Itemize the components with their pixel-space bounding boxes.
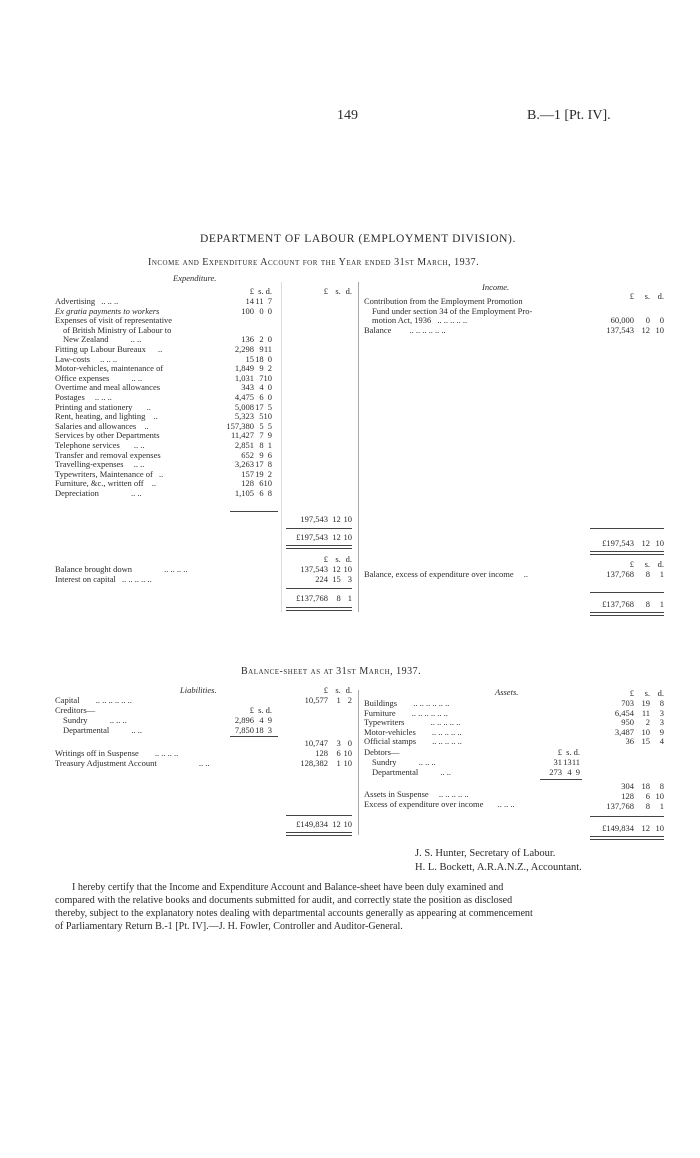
capital-amount: 10,577 1 2: [304, 695, 352, 705]
expenditure-label: Ex gratia payments to workers: [55, 305, 160, 316]
bf-amount: 224 15 3: [315, 573, 352, 584]
expenditure-label: Typewriters, Maintenance of ..: [55, 468, 164, 479]
creditors-lsd-header: £ s. d.: [249, 705, 272, 715]
debtors-total: 304 18 8: [621, 781, 664, 791]
expenditure-amount: 11,427 7 9: [230, 430, 272, 441]
treasury-label: Treasury Adjustment Account .. ..: [55, 758, 210, 768]
expenditure-label: Law-costs .. .. ..: [55, 353, 118, 364]
bf-label: Interest on capital .. .. .. .. ..: [55, 573, 152, 584]
expenditure-amount: 2,851 8 1: [234, 439, 272, 450]
income-heading: Income.: [482, 282, 510, 292]
bf-amount: 137,543 12 10: [300, 564, 352, 574]
expenditure-label: Services by other Departments: [55, 430, 160, 441]
bf-label: Balance brought down .. .. .. ..: [55, 564, 188, 574]
expenditure-label: of British Ministry of Labour to: [63, 324, 172, 335]
exp-subtotal-rule: [230, 511, 278, 512]
expenditure-label: Telephone services .. ..: [55, 439, 145, 450]
expenditure-label: Rent, heating, and lighting ..: [55, 411, 158, 422]
income-amount: [592, 297, 664, 307]
expenditure-label: Furniture, &c., written off ..: [55, 478, 156, 489]
assets-labels: [364, 699, 594, 747]
assets-suspense-label: Assets in Suspense .. .. .. .. ..: [364, 789, 469, 799]
debtors-lsd-header: £ s. d.: [557, 747, 580, 757]
asset-label: Motor-vehicles .. .. .. .. ..: [364, 726, 462, 737]
excess-label: Balance, excess of expenditure over income ..: [364, 569, 529, 579]
exp-total-double-rule: [286, 545, 352, 549]
asset-label: Buildings .. .. .. .. .. ..: [364, 698, 450, 708]
expenditure-label: Postages .. .. ..: [55, 391, 112, 402]
creditor-amount: 2,896 4 9: [234, 715, 272, 725]
debtor-label: Sundry .. .. ..: [372, 757, 436, 767]
creditors-amounts: [214, 716, 272, 735]
expenditure-label: Motor-vehicles, maintenance of: [55, 363, 164, 374]
signature-secretary: J. S. Hunter, Secretary of Labour.: [415, 848, 556, 859]
asset-label: Typewriters .. .. .. .. ..: [364, 717, 461, 728]
debtors-label: Debtors—: [364, 747, 400, 757]
expenditure-amount: 15 18 0: [245, 353, 272, 364]
creditor-amount: 7,850 18 3: [234, 724, 272, 735]
expenditure-label: Overtime and meal allowances: [55, 382, 161, 393]
expenditure-amount: 1,849 9 2: [234, 363, 272, 374]
expenditure-amount: 136 2 0: [241, 334, 272, 345]
expenditure-label: Office expenses .. ..: [55, 372, 143, 383]
page-number: 149: [337, 108, 358, 123]
income-amount: 60,000 0 0: [610, 315, 664, 326]
expenditure-amount: 343 4 0: [241, 382, 272, 393]
income-label: Contribution from the Employment Promotion: [364, 296, 523, 306]
expenditure-amount: 100 0 0: [241, 305, 272, 316]
assets-total-double-rule: [590, 836, 664, 840]
exp-total-top-rule: [286, 528, 352, 529]
exp-subtotal: 197,543 12 10: [300, 514, 352, 524]
bf-total-top-rule: [286, 588, 352, 589]
exp-lsd-header: £ s. d.: [249, 286, 272, 296]
expenditure-label: Fitting up Labour Bureaux ..: [55, 343, 163, 354]
debtor-label: Departmental .. ..: [372, 766, 452, 777]
expenditure-amount: 128 6 10: [241, 478, 272, 489]
treasury-amount: 128,382 1 10: [300, 758, 352, 768]
expenditure-amount: 1,031 7 10: [234, 372, 272, 383]
expenditure-amount: 5,323 5 10: [234, 411, 272, 422]
income-label: Fund under section 34 of the Employment Pro-: [372, 305, 533, 316]
ie-exp-col-divider: [281, 282, 282, 612]
creditors-total: 10,747 3 0: [304, 738, 352, 748]
expenditure-amount: 157 19 2: [241, 468, 272, 479]
expenditure-label: New Zealand .. ..: [63, 334, 142, 345]
expenditure-label: Travelling-expenses .. ..: [55, 459, 145, 470]
balance-sheet-heading: Balance-sheet as at 31st March, 1937.: [241, 666, 422, 677]
liabilities-total: £149,834 12 10: [296, 819, 352, 829]
expenditure-amount: 1,105 6 8: [234, 487, 272, 498]
expenditure-amount: 652 9 6: [241, 449, 272, 460]
certificate-line: compared with the relative books and documents submitted for audit, and correctly state the position as disclosed: [55, 895, 513, 906]
expenditure-label: Expenses of visit of representative: [55, 315, 173, 326]
inc-lsd-header: £ s. d.: [629, 291, 664, 301]
ie-account-heading: Income and Expenditure Account for the Year ended 31st March, 1937.: [148, 257, 480, 268]
assets-suspense-amount: 128 6 10: [621, 791, 664, 801]
document-title: DEPARTMENT OF LABOUR (EMPLOYMENT DIVISION).: [200, 233, 516, 245]
expenditure-amount: 157,380 5 5: [226, 420, 272, 431]
expenditure-amounts: [214, 297, 272, 498]
bf-total: £137,768 8 1: [296, 593, 352, 603]
excess-total-double-rule: [590, 612, 664, 616]
debtors-labels: [372, 758, 522, 777]
debtors-amounts: [522, 758, 580, 777]
income-label: Balance .. .. .. .. .. ..: [364, 324, 446, 335]
certificate-line: of Parliamentary Return B.-1 [Pt. IV].—J. H. Fowler, Controller and Auditor-General.: [55, 921, 403, 932]
excess-total: £137,768 8 1: [602, 599, 664, 609]
expenditure-label: Printing and stationery ..: [55, 401, 151, 412]
creditors-label: Creditors—: [55, 705, 96, 715]
expenditure-amount: [214, 316, 272, 326]
liab-total-double-rule: [286, 832, 352, 836]
debtor-amount: 273 4 9: [549, 766, 580, 777]
creditor-label: Sundry .. .. ..: [63, 715, 127, 725]
expenditure-label: Transfer and removal expenses: [55, 449, 161, 460]
expenditure-amount: 4,475 6 0: [234, 391, 272, 402]
creditors-rule: [230, 736, 278, 737]
bf-total-double-rule: [286, 607, 352, 611]
excess-total-top-rule: [590, 592, 664, 593]
assets-heading: Assets.: [495, 687, 519, 697]
excess-lsd-header: £ s. d.: [629, 559, 664, 569]
income-amount: 137,543 12 10: [606, 324, 664, 335]
bd-lsd-header: £ s. d.: [323, 554, 352, 564]
income-label: motion Act, 1936 .. .. .. .. ..: [372, 315, 468, 326]
exp-total: £197,543 12 10: [296, 532, 352, 542]
liab-lsd-header: £ s. d.: [323, 685, 352, 695]
signature-accountant: H. L. Bockett, A.R.A.N.Z., Accountant.: [415, 862, 582, 873]
income-amounts: [592, 297, 664, 335]
assets-total-top-rule: [590, 816, 664, 817]
bs-vertical-divider: [358, 690, 359, 835]
income-total: £197,543 12 10: [602, 538, 664, 548]
inc-total-top-rule: [590, 528, 664, 529]
exp-total-lsd-header: £ s. d.: [323, 286, 352, 296]
debtors-rule: [540, 779, 582, 780]
assets-amounts: [592, 699, 664, 747]
suspense-label: Writings off in Suspense .. .. .. ..: [55, 748, 179, 758]
expenditure-heading: Expenditure.: [173, 273, 217, 283]
asset-amount: 6,454 11 3: [614, 707, 664, 718]
creditor-label: Departmental .. ..: [63, 724, 143, 735]
asset-label: Furniture .. .. .. .. .. ..: [364, 707, 448, 718]
expenditure-amount: 3,263 17 8: [234, 459, 272, 470]
debtor-amount: 31 13 11: [553, 757, 580, 767]
creditors-labels: [63, 716, 223, 735]
asset-amount: 36 15 4: [625, 736, 664, 747]
bf-labels: [55, 565, 285, 584]
expenditure-amount: 2,298 9 11: [234, 343, 272, 354]
income-labels: [364, 297, 594, 335]
suspense-amount: 128 6 10: [315, 748, 352, 758]
excess-amount: 137,768 8 1: [606, 569, 664, 579]
capital-label: Capital .. .. .. .. .. ..: [55, 695, 132, 705]
expenditure-label: Salaries and allowances ..: [55, 420, 149, 431]
liab-total-top-rule: [286, 815, 352, 816]
asset-amount: 703 19 8: [621, 698, 664, 708]
assets-total: £149,834 12 10: [602, 823, 664, 833]
expenditure-amount: 5,008 17 5: [234, 401, 272, 412]
asset-label: Official stamps .. .. .. .. ..: [364, 736, 462, 747]
asset-amount: 3,487 10 9: [614, 726, 664, 737]
assets-lsd-header: £ s. d.: [629, 688, 664, 698]
expenditure-label: Depreciation .. ..: [55, 487, 142, 498]
bs-excess-amount: 137,768 8 1: [606, 801, 664, 811]
expenditure-labels: [55, 297, 215, 498]
certificate-line: I hereby certify that the Income and Expenditure Account and Balance-sheet have been duly examined and: [72, 882, 504, 893]
ie-vertical-divider: [358, 282, 359, 612]
certificate-line: thereby, subject to the explanatory notes dealing with departmental accounts generally as appearing at commencement: [55, 908, 533, 919]
page-reference: B.—1 [Pt. IV].: [527, 108, 611, 123]
liabilities-heading: Liabilities.: [180, 685, 217, 695]
bf-amounts: [288, 565, 352, 584]
asset-amount: 950 2 3: [621, 717, 664, 728]
expenditure-amount: 14 11 7: [245, 296, 272, 306]
bs-excess-label: Excess of expenditure over income .. .. ..: [364, 799, 515, 809]
inc-total-double-rule: [590, 551, 664, 555]
expenditure-label: Advertising .. .. ..: [55, 296, 119, 306]
